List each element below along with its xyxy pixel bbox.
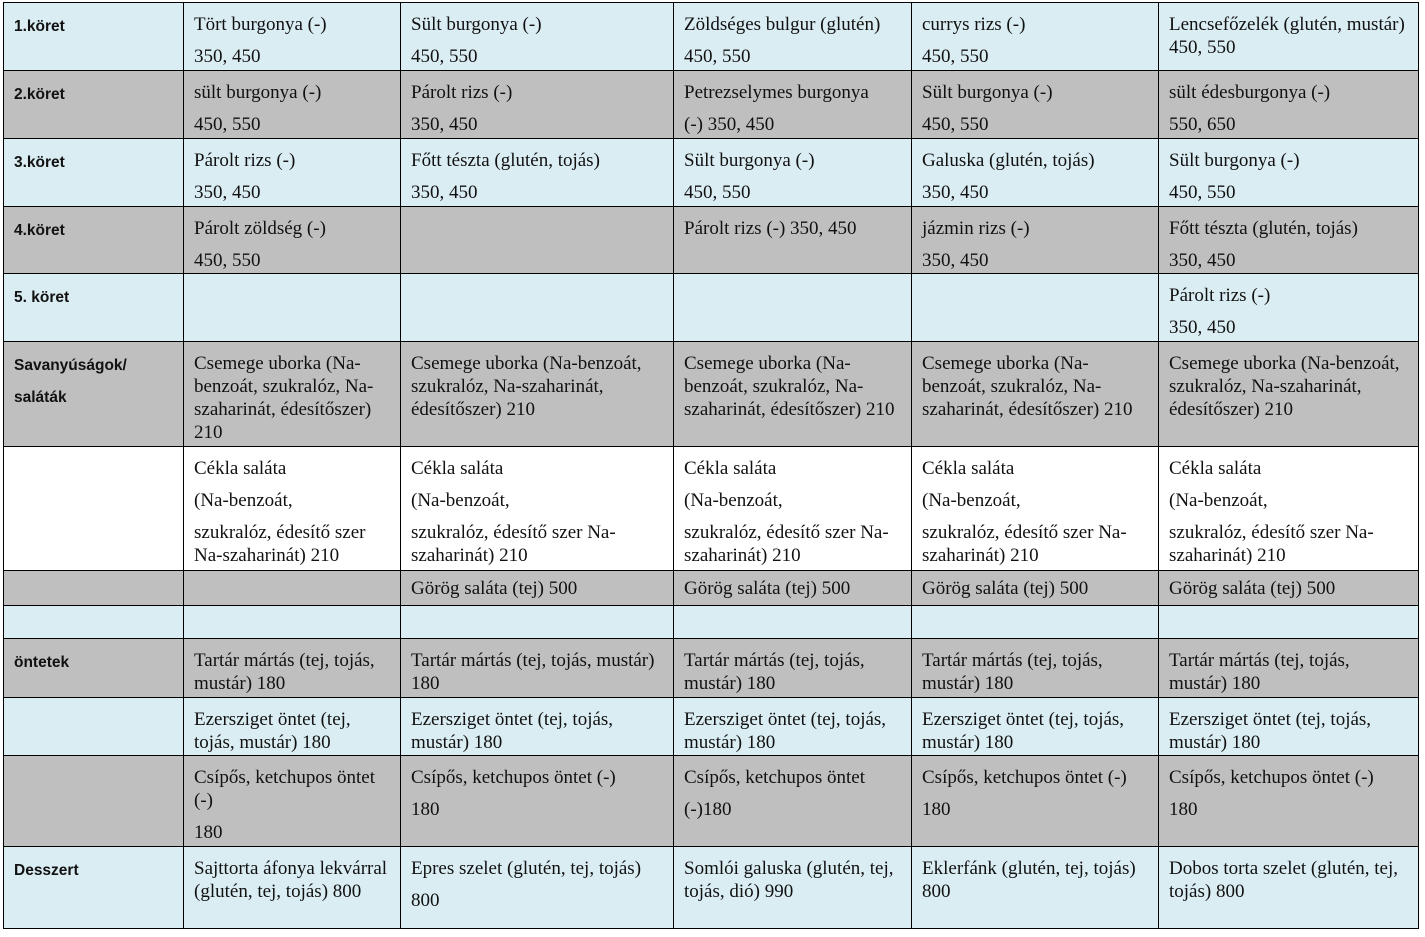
row-label: 4.köret <box>4 207 184 274</box>
table-cell: Ezersziget öntet (tej, tojás, mustár) 180 <box>674 698 912 756</box>
table-cell <box>912 606 1159 639</box>
table-cell <box>184 274 401 342</box>
table-cell: Dobos torta szelet (glutén, tej, tojás) 800 <box>1159 847 1419 929</box>
table-cell: Epres szelet (glutén, tej, tojás) 800 <box>401 847 674 929</box>
table-row <box>4 847 1419 929</box>
table-cell: Cékla saláta (Na-benzoát, szukralóz, édesítő szer Na-szaharinát) 210 <box>912 447 1159 571</box>
menu-table <box>3 2 1419 929</box>
table-cell: sült édesburgonya (-) 550, 650 <box>1159 71 1419 139</box>
table-cell: Ezersziget öntet (tej, tojás, mustár) 180 <box>912 698 1159 756</box>
table-cell: Sült burgonya (-) 450, 550 <box>912 71 1159 139</box>
table-cell: Csemege uborka (Na-benzoát, szukralóz, Na-szaharinát, édesítőszer) 210 <box>184 342 401 447</box>
table-cell: Párolt rizs (-) 350, 450 <box>184 139 401 207</box>
table-cell: Ezersziget öntet (tej, tojás, mustár) 180 <box>1159 698 1419 756</box>
row-label <box>4 698 184 756</box>
table-cell: Ezersziget öntet (tej, tojás, mustár) 180 <box>401 698 674 756</box>
table-cell: Sült burgonya (-) 450, 550 <box>674 139 912 207</box>
table-cell: Főtt tészta (glutén, tojás) 350, 450 <box>401 139 674 207</box>
table-cell <box>184 571 401 606</box>
table-cell: Cékla saláta (Na-benzoát, szukralóz, édesítő szer Na-szaharinát) 210 <box>401 447 674 571</box>
table-row <box>4 698 1419 756</box>
table-cell: Sajttorta áfonya lekvárral (glutén, tej, tojás) 800 <box>184 847 401 929</box>
table-cell: Somlói galuska (glutén, tej, tojás, dió) 990 <box>674 847 912 929</box>
row-label: 2.köret <box>4 71 184 139</box>
table-cell: jázmin rizs (-) 350, 450 <box>912 207 1159 274</box>
table-cell <box>1159 606 1419 639</box>
table-row <box>4 639 1419 698</box>
row-label: 3.köret <box>4 139 184 207</box>
row-label <box>4 756 184 847</box>
table-cell: Csemege uborka (Na-benzoát, szukralóz, Na-szaharinát, édesítőszer) 210 <box>1159 342 1419 447</box>
table-cell: Cékla saláta (Na-benzoát, szukralóz, édesítő szer Na-szaharinát) 210 <box>674 447 912 571</box>
table-cell: Cékla saláta (Na-benzoát, szukralóz, édesítő szer Na-szaharinát) 210 <box>184 447 401 571</box>
table-row <box>4 606 1419 639</box>
table-cell: Csemege uborka (Na-benzoát, szukralóz, Na-szaharinát, édesítőszer) 210 <box>674 342 912 447</box>
table-row <box>4 342 1419 447</box>
table-row <box>4 3 1419 71</box>
table-cell: Cékla saláta (Na-benzoát, szukralóz, édesítő szer Na-szaharinát) 210 <box>1159 447 1419 571</box>
table-cell: Csípős, ketchupos öntet (-)180 <box>674 756 912 847</box>
table-row <box>4 71 1419 139</box>
table-row <box>4 207 1419 274</box>
table-row <box>4 139 1419 207</box>
row-label <box>4 606 184 639</box>
row-label: 1.köret <box>4 3 184 71</box>
row-label: Desszert <box>4 847 184 929</box>
table-row <box>4 571 1419 606</box>
table-cell: Tartár mártás (tej, tojás, mustár) 180 <box>184 639 401 698</box>
table-cell: Főtt tészta (glutén, tojás) 350, 450 <box>1159 207 1419 274</box>
row-label <box>4 571 184 606</box>
table-cell: Tartár mártás (tej, tojás, mustár) 180 <box>401 639 674 698</box>
row-label <box>4 447 184 571</box>
row-label: öntetek <box>4 639 184 698</box>
table-cell: Ezersziget öntet (tej, tojás, mustár) 180 <box>184 698 401 756</box>
table-cell: Tartár mártás (tej, tojás, mustár) 180 <box>674 639 912 698</box>
table-row <box>4 274 1419 342</box>
table-row <box>4 447 1419 571</box>
table-cell: Párolt rizs (-) 350, 450 <box>674 207 912 274</box>
table-cell: Csípős, ketchupos öntet (-) 180 <box>401 756 674 847</box>
table-cell: Párolt rizs (-) 350, 450 <box>1159 274 1419 342</box>
row-label: 5. köret <box>4 274 184 342</box>
table-cell: Csípős, ketchupos öntet (-) 180 <box>1159 756 1419 847</box>
table-cell: Párolt zöldség (-) 450, 550 <box>184 207 401 274</box>
table-cell: Tört burgonya (-) 350, 450 <box>184 3 401 71</box>
table-cell: Tartár mártás (tej, tojás, mustár) 180 <box>1159 639 1419 698</box>
table-cell: Sült burgonya (-) 450, 550 <box>401 3 674 71</box>
table-cell: Lencsefőzelék (glutén, mustár) 450, 550 <box>1159 3 1419 71</box>
table-cell: Csípős, ketchupos öntet (-) 180 <box>184 756 401 847</box>
table-cell <box>401 274 674 342</box>
table-cell: Csemege uborka (Na-benzoát, szukralóz, Na-szaharinát, édesítőszer) 210 <box>912 342 1159 447</box>
table-row <box>4 756 1419 847</box>
table-cell <box>184 606 401 639</box>
table-cell <box>674 606 912 639</box>
table-cell: currys rizs (-) 450, 550 <box>912 3 1159 71</box>
table-cell: Galuska (glutén, tojás) 350, 450 <box>912 139 1159 207</box>
table-cell: Zöldséges bulgur (glutén) 450, 550 <box>674 3 912 71</box>
table-cell <box>912 274 1159 342</box>
table-cell: Petrezselymes burgonya (-) 350, 450 <box>674 71 912 139</box>
table-cell <box>401 606 674 639</box>
table-cell: Görög saláta (tej) 500 <box>674 571 912 606</box>
table-cell: sült burgonya (-) 450, 550 <box>184 71 401 139</box>
table-cell: Görög saláta (tej) 500 <box>912 571 1159 606</box>
table-cell: Görög saláta (tej) 500 <box>401 571 674 606</box>
table-cell: Csípős, ketchupos öntet (-) 180 <box>912 756 1159 847</box>
table-cell: Sült burgonya (-) 450, 550 <box>1159 139 1419 207</box>
table-cell <box>674 274 912 342</box>
row-label: Savanyúságok/ saláták <box>4 342 184 447</box>
table-cell: Eklerfánk (glutén, tej, tojás) 800 <box>912 847 1159 929</box>
table-cell: Görög saláta (tej) 500 <box>1159 571 1419 606</box>
table-cell: Tartár mártás (tej, tojás, mustár) 180 <box>912 639 1159 698</box>
table-cell: Párolt rizs (-) 350, 450 <box>401 71 674 139</box>
table-cell: Csemege uborka (Na-benzoát, szukralóz, Na-szaharinát, édesítőszer) 210 <box>401 342 674 447</box>
table-cell <box>401 207 674 274</box>
